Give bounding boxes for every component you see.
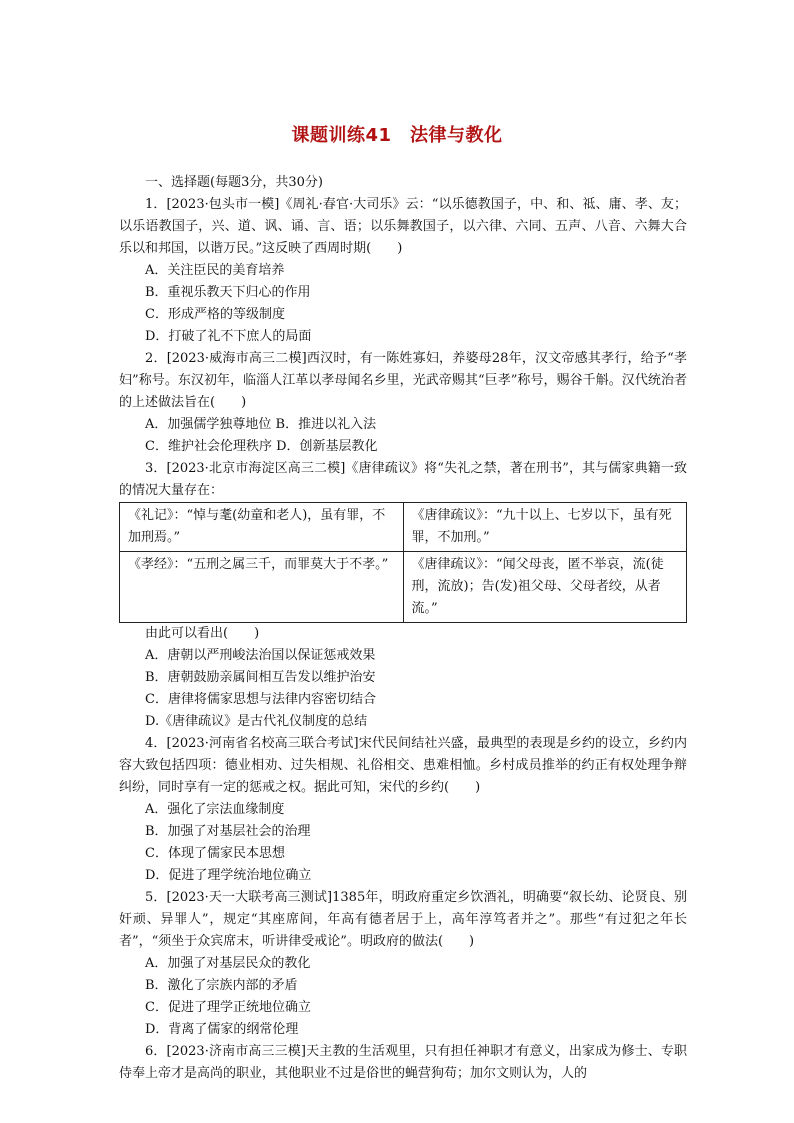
question-6-stem: 6．[2023·济南市高三三模]天主教的生活观里，只有担任神职才有意义，出家成为修士、专职侍奉上帝才是高尚的职业，其他职业不过是俗世的蝇营狗苟；加尔文则认为，人的: [119, 1044, 687, 1081]
table-cell: 《礼记》：“悼与耄(幼童和老人)，虽有罪，不加刑焉。”: [120, 503, 404, 552]
question-4-option-c: C．体现了儒家民本思想: [145, 846, 285, 861]
question-5-stem: 5．[2023·天一大联考高三测试]1385年，明政府重定乡饮酒礼，明确要“叙长幼、论贤良、别奸顽、异罪人”，规定“其座席间，年高有德者居于上，高年淳笃者并之”。那些“有过犯之年长者”，“须坐于众宾席末，听讲律受戒论”。明政府的做法( ): [119, 890, 687, 949]
table-cell: 《唐律疏议》：“九十以上、七岁以下，虽有死罪，不加刑。”: [403, 503, 687, 552]
question-2-stem: 2．[2023·威海市高三二模]西汉时，有一陈姓寡妇，养婆母28年，汉文帝感其孝行，给予“孝妇”称号。东汉初年，临淄人江革以孝母闻名乡里，光武帝赐其“巨孝”称号，赐谷千斛。汉代统治者的上述做法旨在( ): [119, 351, 687, 410]
question-4-option-d: D．促进了理学统治地位确立: [145, 868, 312, 883]
question-4-option-b: B．加强了对基层社会的治理: [145, 824, 311, 839]
question-4-option-a: A．强化了宗法血缘制度: [145, 802, 285, 817]
question-1-stem: 1．[2023·包头市一模]《周礼·春官·大司乐》云：“以乐德教国子，中、和、祗、庸、孝、友；以乐语教国子，兴、道、讽、诵、言、语；以乐舞教国子，以六律、六同、五声、八音、六舞大合乐以和邦国，以谐万民。”这反映了西周时期( ): [119, 197, 687, 256]
question-2-options-cd: C．维护社会伦理秩序 D．创新基层教化: [145, 439, 378, 454]
question-5-option-b: B．激化了宗族内部的矛盾: [145, 978, 298, 993]
question-3-lead: 由此可以看出( ): [145, 626, 260, 641]
table-row: [120, 552, 687, 623]
section-header: 一、选择题(每题3分，共30分): [145, 175, 323, 190]
question-3-option-c: C．唐律将儒家思想与法律内容密切结合: [145, 692, 376, 707]
question-1-option-c: C．形成严格的等级制度: [145, 307, 285, 322]
question-2-options-ab: A．加强儒学独尊地位 B．推进以礼入法: [145, 417, 377, 432]
question-1-option-d: D．打破了礼不下庶人的局面: [145, 329, 312, 344]
question-4-stem: 4．[2023·河南省名校高三联合考试]宋代民间结社兴盛，最典型的表现是乡约的设立，乡约内容大致包括四项：德业相劝、过失相规、礼俗相交、患难相恤。乡村成员推举的约正有权处理争辩纠纷，同时享有一定的惩戒之权。据此可知，宋代的乡约( ): [119, 736, 687, 795]
table-cell: 《孝经》：“五刑之属三千，而罪莫大于不孝。”: [120, 552, 404, 623]
table-cell: 《唐律疏议》：“闻父母丧，匿不举哀，流(徒刑，流放)；告(发)祖父母、父母者绞，从者流。”: [403, 552, 687, 623]
question-3-option-b: B．唐朝鼓励亲属间相互告发以维护治安: [145, 670, 376, 685]
question-3-option-a: A．唐朝以严刑峻法治国以保证惩戒效果: [145, 648, 376, 663]
page-title: 课题训练41 法律与教化: [291, 125, 503, 146]
question-1-option-a: A．关注臣民的美育培养: [145, 263, 285, 278]
table-row: [120, 503, 687, 552]
comparison-table: [119, 502, 687, 623]
question-3-option-d: D.《唐律疏议》是古代礼仪制度的总结: [145, 714, 368, 729]
question-3-stem: 3．[2023·北京市海淀区高三二模]《唐律疏议》将“失礼之禁，著在刑书”，其与儒家典籍一致的情况大量存在：: [119, 461, 687, 498]
question-5-option-c: C．促进了理学正统地位确立: [145, 1000, 311, 1015]
question-5-option-d: D．背离了儒家的纲常伦理: [145, 1022, 299, 1037]
question-content: [119, 172, 687, 1085]
question-1-option-b: B．重视乐教天下归心的作用: [145, 285, 311, 300]
question-5-option-a: A．加强了对基层民众的教化: [145, 956, 311, 971]
